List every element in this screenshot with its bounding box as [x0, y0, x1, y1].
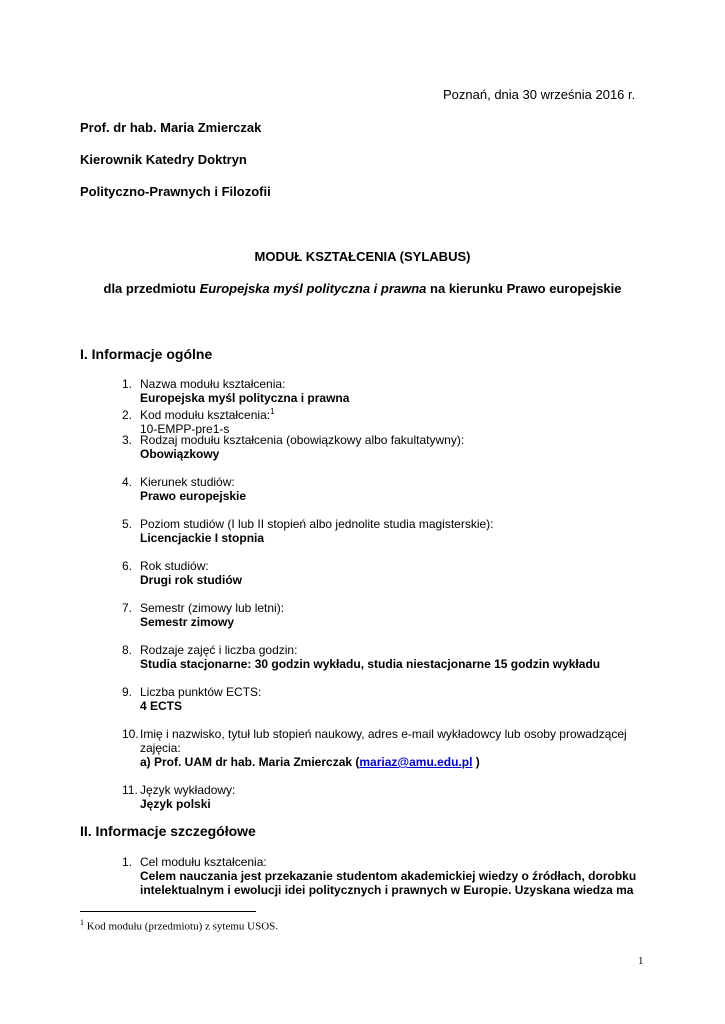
- item-label: Imię i nazwisko, tytuł lub stopień naukowy, adres e-mail wykładowcy lub osoby prowadzącej: [140, 727, 627, 741]
- item-label: Kod modułu kształcenia:: [140, 408, 271, 422]
- item-label: Semestr (zimowy lub letni):: [140, 601, 285, 615]
- item-number: 1.: [122, 377, 133, 391]
- item-label-continued: zajęcia:: [140, 741, 181, 755]
- item-value-line-2: intelektualnym i ewolucji idei politycznych i prawnych w Europie. Uzyskana wiedza ma: [140, 883, 634, 897]
- author-title-line-1: Kierownik Katedry Doktryn: [80, 152, 247, 167]
- item-number: 8.: [122, 643, 133, 657]
- footnote-text: Kod modułu (przedmiotu) z sytemu USOS.: [84, 920, 279, 933]
- subtitle-subject: Europejska myśl polityczna i prawna: [199, 281, 427, 296]
- item-label: Rok studiów:: [140, 559, 209, 573]
- item-value: Drugi rok studiów: [140, 573, 242, 587]
- list-item: [122, 377, 349, 405]
- date-line: Poznań, dnia 30 września 2016 r.: [443, 87, 636, 102]
- document-subtitle: [0, 281, 725, 296]
- item-label: Rodzaj modułu kształcenia (obowiązkowy albo fakultatywny):: [140, 433, 465, 447]
- footnote-separator: [80, 911, 256, 912]
- item-label: Liczba punktów ECTS:: [140, 685, 262, 699]
- item-number: 3.: [122, 433, 133, 447]
- item-value: Europejska myśl polityczna i prawna: [140, 391, 350, 405]
- section-2-heading: II. Informacje szczegółowe: [80, 823, 256, 839]
- item-label: Kierunek studiów:: [140, 475, 235, 489]
- list-item: [122, 727, 627, 769]
- item-number: 4.: [122, 475, 133, 489]
- item-number: 10.: [122, 727, 139, 741]
- list-item: [122, 643, 600, 671]
- item-label: Cel modułu kształcenia:: [140, 855, 267, 869]
- lecturer-suffix: ): [472, 755, 480, 769]
- list-item: [122, 559, 242, 587]
- item-number: 1.: [122, 855, 133, 869]
- item-label: Język wykładowy:: [140, 783, 236, 797]
- item-number: 9.: [122, 685, 133, 699]
- item-label: Nazwa modułu kształcenia:: [140, 377, 286, 391]
- item-value: Prawo europejskie: [140, 489, 247, 503]
- item-value: 10-EMPP-pre1-s: [140, 422, 230, 436]
- list-item: [122, 601, 284, 629]
- item-value: Język polski: [140, 797, 211, 811]
- subtitle-suffix: na kierunku Prawo europejskie: [426, 281, 622, 296]
- item-number: 6.: [122, 559, 133, 573]
- list-item: [122, 685, 261, 713]
- section-1-heading: I. Informacje ogólne: [80, 346, 213, 362]
- footnote-mark: 1: [80, 918, 84, 927]
- document-title: MODUŁ KSZTAŁCENIA (SYLABUS): [254, 249, 471, 264]
- list-item: [122, 517, 494, 545]
- list-item: [122, 855, 636, 897]
- lecturer-name: a) Prof. UAM dr hab. Maria Zmierczak (: [140, 755, 360, 769]
- item-value: Studia stacjonarne: 30 godzin wykładu, studia niestacjonarne 15 godzin wykładu: [140, 657, 601, 671]
- item-value: Licencjackie I stopnia: [140, 531, 265, 545]
- list-item: [122, 405, 275, 436]
- item-number: 5.: [122, 517, 133, 531]
- list-item: [122, 475, 246, 503]
- item-value: 4 ECTS: [140, 699, 183, 713]
- item-number: 11.: [122, 783, 138, 797]
- list-item: [122, 433, 464, 461]
- item-label: Poziom studiów (I lub II stopień albo jednolite studia magisterskie):: [140, 517, 494, 531]
- footnote: [80, 918, 278, 933]
- item-value: [122, 755, 627, 769]
- item-value-line-1: Celem nauczania jest przekazanie studentom akademickiej wiedzy o źródłach, dorobku: [140, 869, 637, 883]
- list-item: [122, 783, 235, 811]
- page-number: 1: [638, 955, 644, 967]
- email-link[interactable]: mariaz@amu.edu.pl: [359, 755, 473, 769]
- item-number: 7.: [122, 601, 133, 615]
- item-label: Rodzaje zajęć i liczba godzin:: [140, 643, 298, 657]
- author-title-line-2: Polityczno-Prawnych i Filozofii: [80, 184, 271, 199]
- author-name: Prof. dr hab. Maria Zmierczak: [80, 120, 262, 135]
- subtitle-prefix: dla przedmiotu: [103, 281, 200, 296]
- footnote-ref: 1: [270, 407, 275, 416]
- item-value: Semestr zimowy: [140, 615, 235, 629]
- item-value: Obowiązkowy: [140, 447, 220, 461]
- item-number: 2.: [122, 408, 133, 422]
